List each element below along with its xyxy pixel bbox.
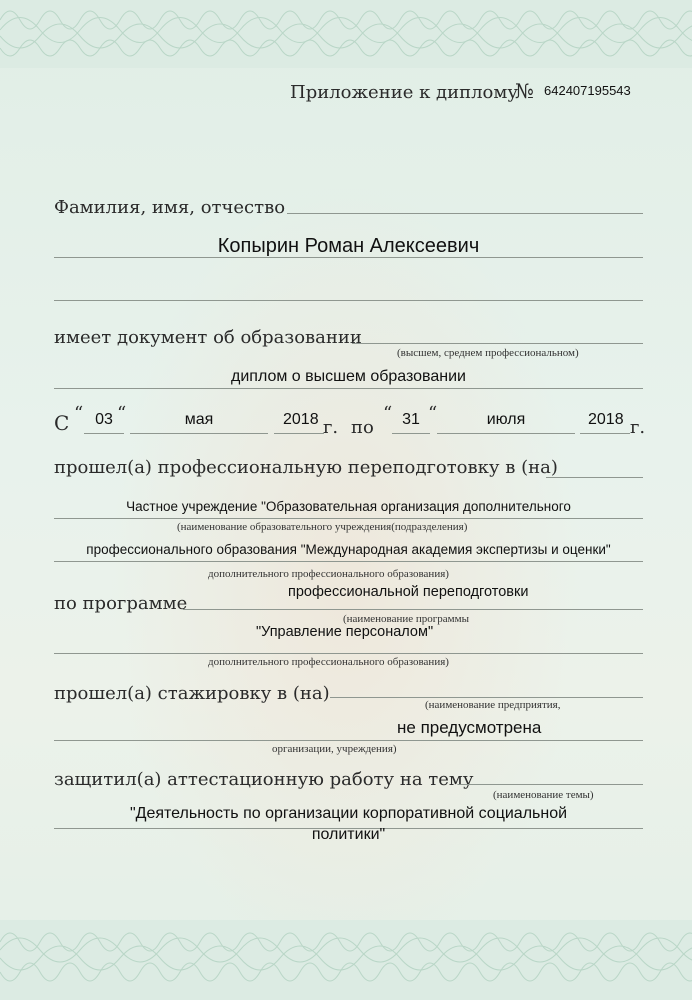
program-hint-2: дополнительного профессионального образования): [208, 656, 449, 668]
period-from-year-line: [274, 433, 324, 434]
education-label: имеет документ об образовании: [54, 327, 362, 348]
bottom-ornament-band: [0, 920, 692, 1000]
internship-value: не предусмотрена: [397, 718, 542, 737]
retraining-label: прошел(а) профессиональную переподготовку в (на): [54, 457, 558, 478]
internship-line-2: [54, 740, 643, 741]
education-line: [352, 343, 643, 344]
period-to-day: 31: [402, 411, 420, 428]
supplement-number: 642407195543: [544, 83, 631, 98]
education-value: диплом о высшем образовании: [231, 368, 466, 385]
retraining-line: [546, 477, 643, 478]
program-value-1: профессиональной переподготовки: [288, 584, 529, 600]
thesis-label: защитил(а) аттестационную работу на тему: [54, 769, 474, 790]
retraining-hint-2: дополнительного профессионального образования): [208, 568, 449, 580]
period-to-year: 2018: [588, 411, 624, 428]
period-from-month: мая: [184, 411, 214, 428]
full-name-value: Копырин Роман Алексеевич: [217, 235, 480, 257]
retraining-org-line-1-rule: [54, 518, 643, 519]
number-sign: №: [515, 79, 534, 103]
internship-hint-1: (наименование предприятия,: [425, 699, 561, 711]
retraining-org-line-1: Частное учреждение "Образовательная организация дополнительного: [126, 499, 571, 514]
top-ornament-band: [0, 0, 692, 68]
full-name-line-1: [287, 213, 643, 214]
period-from-day-line: [84, 433, 124, 434]
program-hint-1: (наименование программы: [343, 613, 469, 625]
thesis-line: [458, 784, 643, 785]
education-value-line: [54, 388, 643, 389]
period-from-day: 03: [95, 411, 113, 428]
period-to-month-line: [437, 433, 575, 434]
period-to-month: июля: [486, 411, 526, 428]
period-to-day-line: [392, 433, 430, 434]
period-quote-close-1: “: [117, 403, 127, 424]
full-name-line-2: [54, 257, 643, 258]
period-quote-open-1: “: [74, 403, 84, 424]
period-from-year: 2018: [283, 411, 319, 428]
supplement-title: Приложение к диплому: [290, 82, 518, 103]
program-line-2: [54, 653, 643, 654]
retraining-org-line-2-rule: [54, 561, 643, 562]
thesis-value-2: политики": [311, 826, 386, 843]
full-name-line-3: [54, 300, 643, 301]
period-to-year-line: [580, 433, 630, 434]
internship-hint-2: организации, учреждения): [272, 743, 397, 755]
period-quote-open-2: “: [383, 403, 393, 424]
education-hint: (высшем, среднем профессиональном): [397, 347, 579, 359]
internship-line-1: [330, 697, 643, 698]
thesis-value-1: "Деятельность по организации корпоративной социальной: [129, 805, 568, 822]
program-label: по программе: [54, 593, 188, 614]
retraining-org-line-2: профессионального образования "Международная академия экспертизы и оценки": [86, 542, 611, 557]
thesis-hint: (наименование темы): [493, 789, 594, 801]
retraining-hint-1: (наименование образовательного учреждения(подразделения): [177, 521, 468, 533]
program-line-1: [183, 609, 643, 610]
full-name-label: Фамилия, имя, отчество: [54, 197, 286, 218]
program-value-2: "Управление персоналом": [256, 624, 434, 640]
period-from-prefix: С: [54, 411, 70, 435]
period-year-suffix-1: г.: [323, 417, 339, 438]
internship-label: прошел(а) стажировку в (на): [54, 683, 330, 704]
period-year-suffix-2: г.: [630, 417, 646, 438]
period-quote-close-2: “: [428, 403, 438, 424]
period-from-month-line: [130, 433, 268, 434]
period-to-prefix: по: [351, 417, 374, 438]
